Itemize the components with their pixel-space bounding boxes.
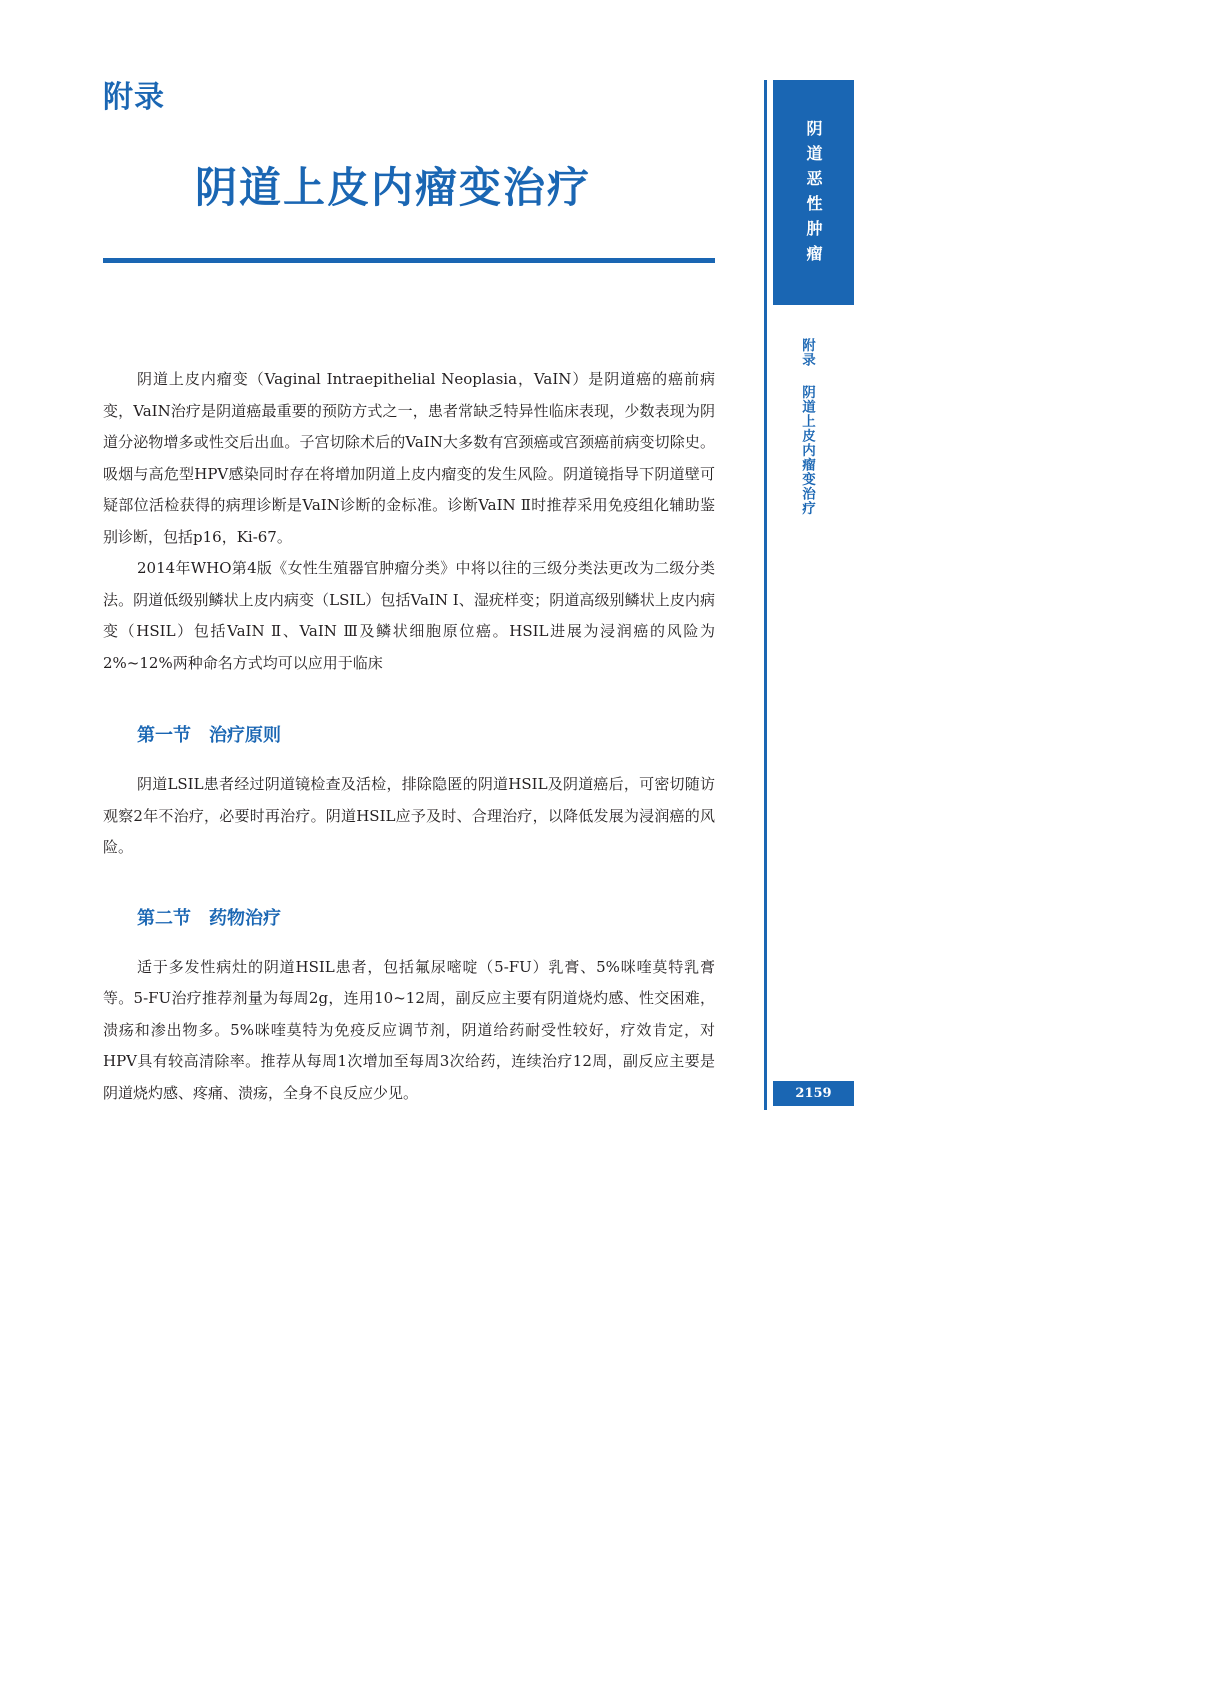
appendix-label: 附录 [103, 80, 165, 115]
section-heading-2: 第二节 药物治疗 [137, 907, 281, 929]
section1-paragraph-1: 阴道LSIL患者经过阴道镜检查及活检，排除隐匿的阴道HSIL及阴道癌后，可密切随访观察2年不治疗，必要时再治疗。阴道HSIL应予及时、合理治疗，以降低发展为浸润癌的风险。 [103, 775, 715, 856]
chapter-title: 阴道上皮内瘤变治疗 [195, 163, 592, 212]
intro-paragraph-1: 阴道上皮内瘤变（Vaginal Intraepithelial Neoplasia，VaIN）是阴道癌的癌前病变，VaIN治疗是阴道癌最重要的预防方式之一，患者常缺乏特异性临床表现，少数表现为阴道分泌物增多或性交后出血。子宫切除术后的VaIN大多数有宫颈癌或宫颈癌前病变切除史。吸烟与高危型HPV感染同时存在将增加阴道上皮内瘤变的发生风险。阴道镜指导下阴道壁可疑部位活检获得的病理诊断是VaIN诊断的金标准。诊断VaIN Ⅱ时推荐采用免疫组化辅助鉴别诊断，包括p16，Ki-67。 [103, 370, 715, 546]
intro-paragraph-2: 2014年WHO第4版《女性生殖器官肿瘤分类》中将以往的三级分类法更改为二级分类法。阴道低级别鳞状上皮内病变（LSIL）包括VaIN Ⅰ、湿疣样变；阴道高级别鳞状上皮内病变（HSIL）包括VaIN Ⅱ、VaIN Ⅲ及鳞状细胞原位癌。HSIL进展为浸润癌的风险为2%~12%两种命名方式均可以应用于临床 [103, 559, 715, 672]
main-content [103, 364, 715, 1109]
side-tab [773, 80, 854, 305]
page-number: 2159 [773, 1081, 854, 1106]
running-head-chapter: 阴道上皮内瘤变治疗 [799, 385, 815, 516]
running-head-part: 附录 [799, 338, 815, 367]
side-tab-label: 阴道恶性肿瘤 [804, 120, 823, 270]
section2-paragraph-1: 适于多发性病灶的阴道HSIL患者，包括氟尿嘧啶（5-FU）乳膏、5%咪喹莫特乳膏等。5-FU治疗推荐剂量为每周2g，连用10~12周，副反应主要有阴道烧灼感、性交困难，溃疡和渗出物多。5%咪喹莫特为免疫反应调节剂，阴道给药耐受性较好，疗效肯定，对HPV具有较高清除率。推荐从每周1次增加至每周3次给药，连续治疗12周，副反应主要是阴道烧灼感、疼痛、溃疡，全身不良反应少见。 [103, 957, 715, 1102]
margin-rule [764, 80, 767, 1110]
running-head [797, 338, 817, 516]
section-heading-1: 第一节 治疗原则 [137, 725, 281, 746]
title-divider [103, 258, 715, 263]
